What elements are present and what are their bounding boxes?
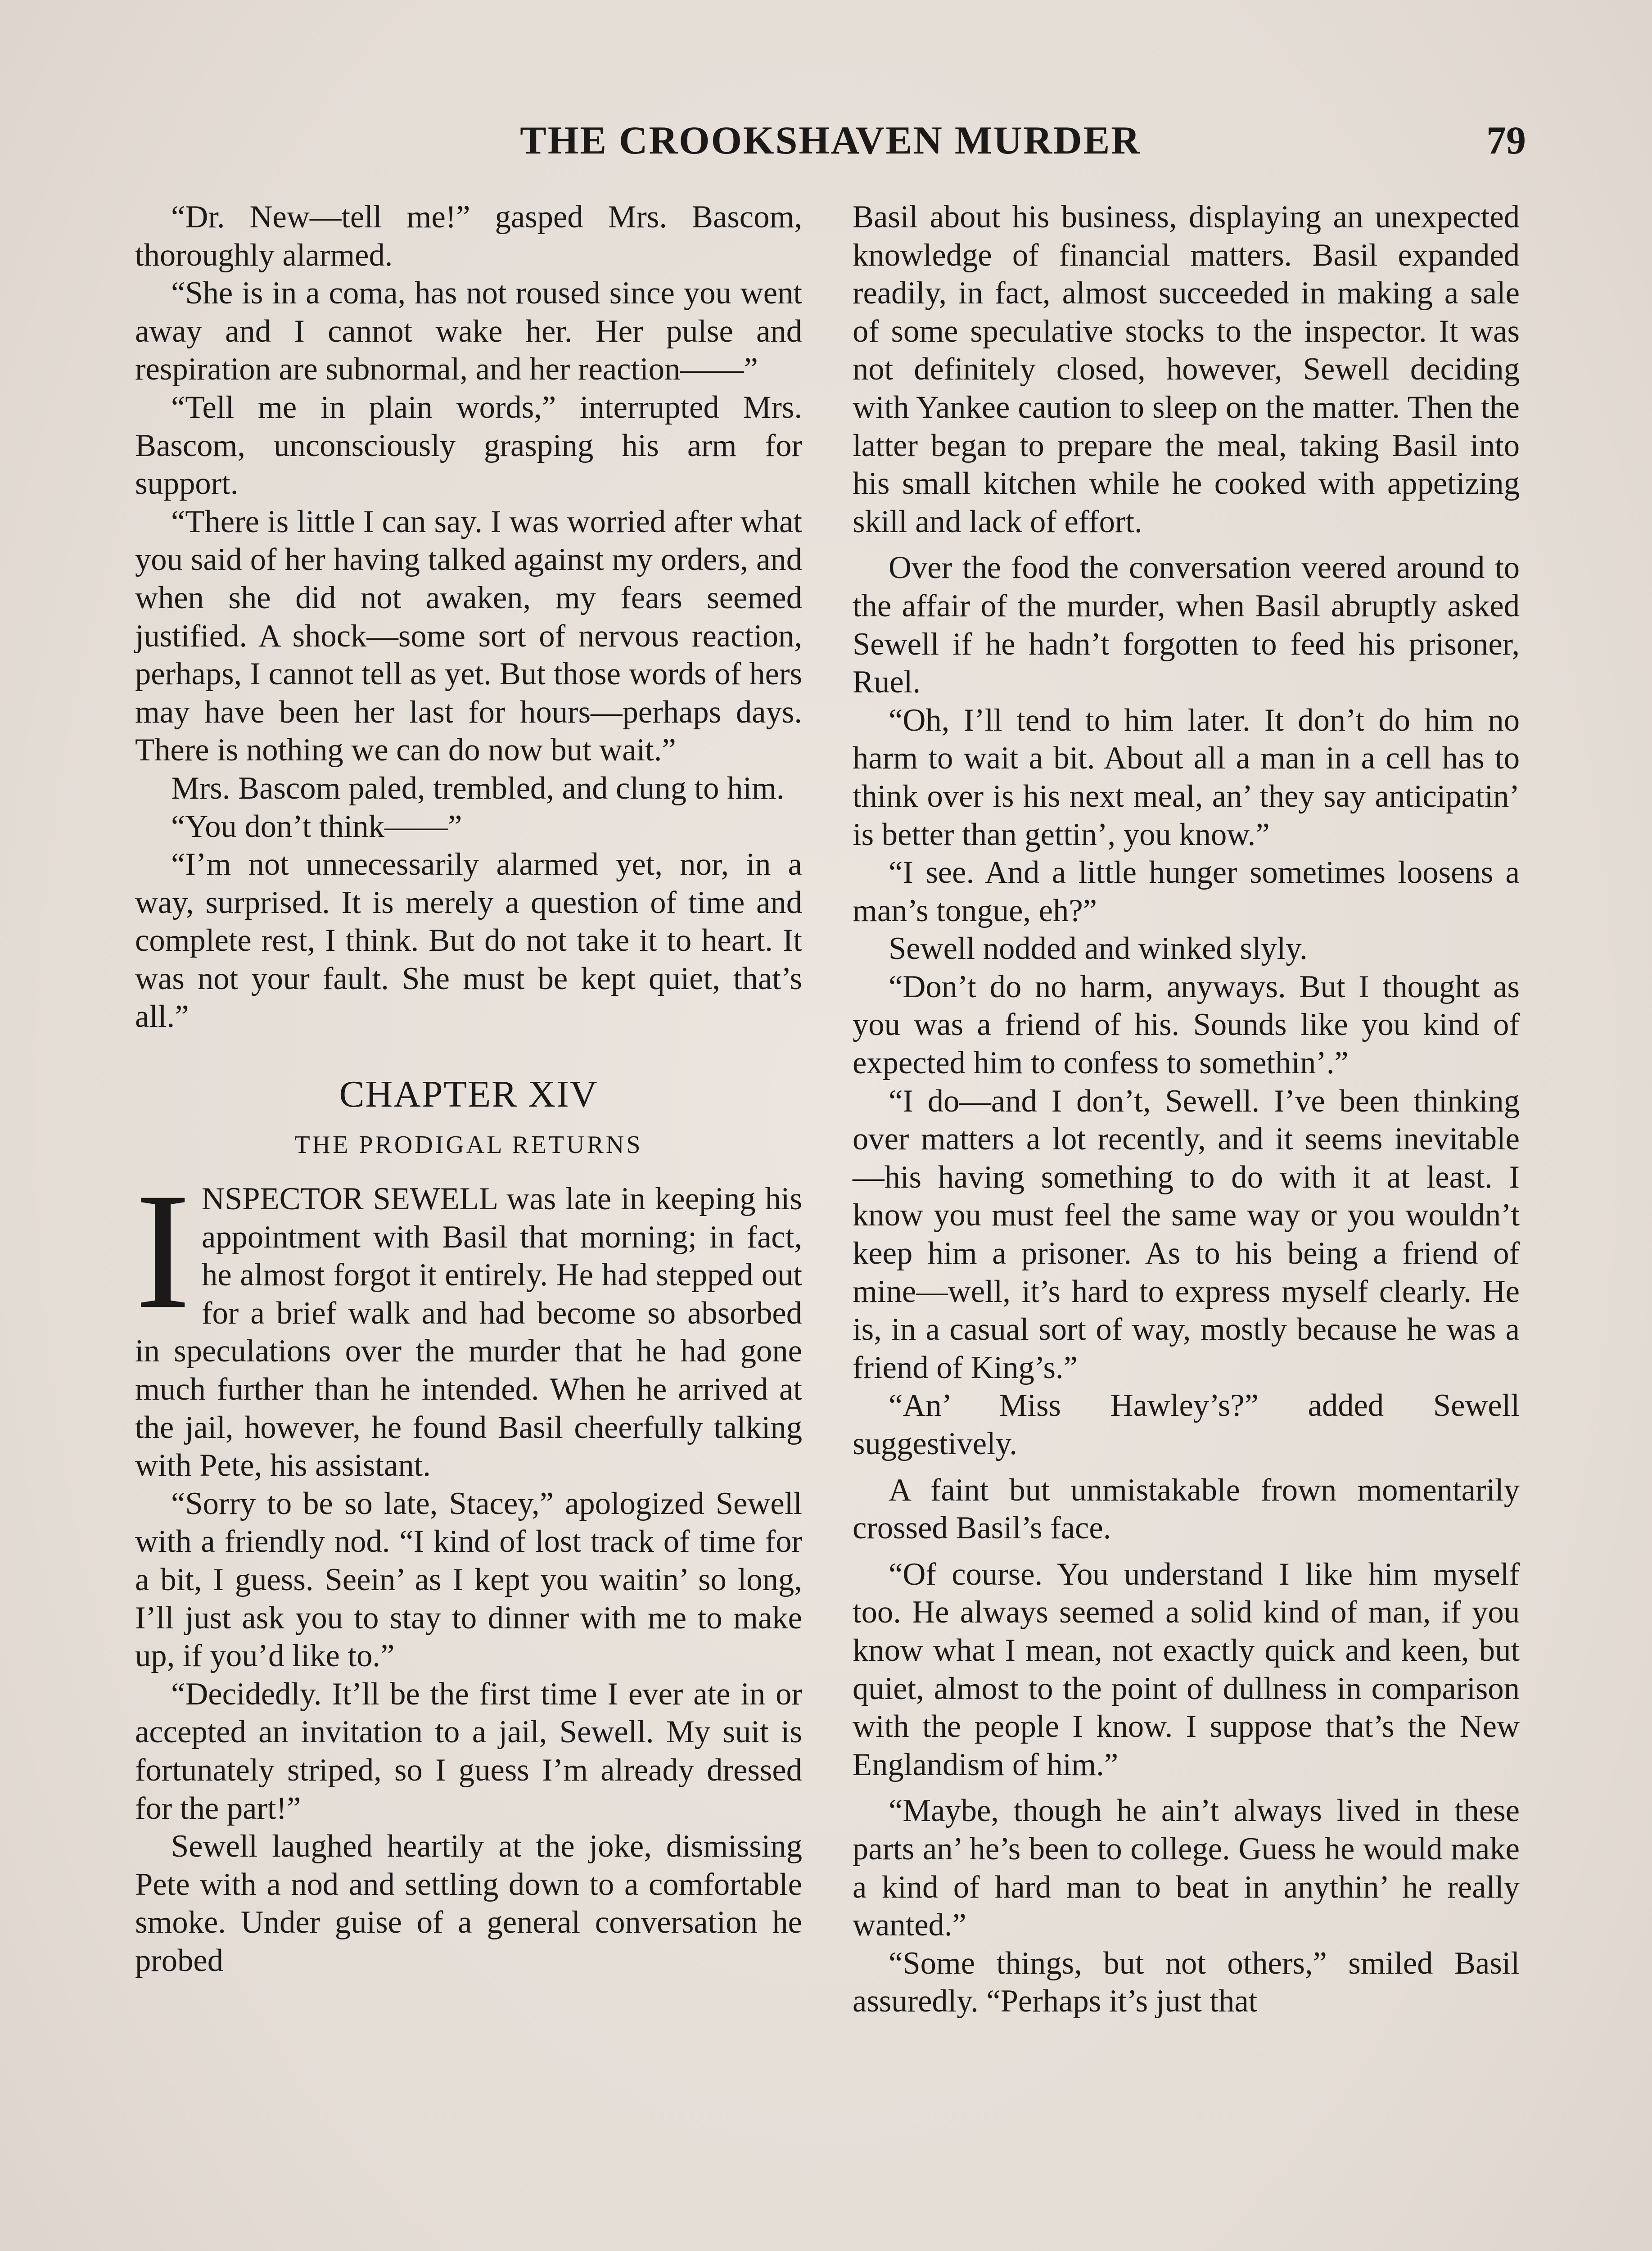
paragraph: “She is in a coma, has not roused since you went away and I cannot wake her. Her pulse and respiration are subnormal, and her reaction——” xyxy=(135,276,802,387)
paragraph: “I do—and I don’t, Sewell. I’ve been thinking over matters a lot recently, and it seems inevitable—his having something to do with it at least. I know you must feel the same way or you wouldn’t keep him a prisoner. As to his being a friend of mine—well, it’s hard to express myself clearly. He is, in a casual sort of way, mostly because he was a friend of King’s.” xyxy=(853,1083,1520,1385)
opening-paragraph: NSPECTOR SEWELL was late in keeping his appointment with Basil that morning; in fact, he almost forgot it entirely. He had stepped out for a brief walk and had become so absorbed in speculations over the murder that he had gone much further than he intended. When he arrived at the jail, however, he found Basil cheerfully talking with Pete, his assistant. xyxy=(135,1181,802,1483)
paragraph: “An’ Miss Hawley’s?” added Sewell suggestively. xyxy=(853,1388,1520,1461)
paragraph: Sewell laughed heartily at the joke, dismissing Pete with a nod and settling down to a comfortable smoke. Under guise of a general conversation he probed xyxy=(135,1829,802,1978)
paragraph: “You don’t think——” xyxy=(171,809,462,844)
drop-cap: I xyxy=(135,1159,191,1344)
paragraph: “Dr. New—tell me!” gasped Mrs. Bascom, thoroughly alarmed. xyxy=(135,199,802,273)
paragraph: “Oh, I’ll tend to him later. It don’t do him no harm to wait a bit. About all a man in a cell has to think over is his next meal, an’ they say anticipatin’ is better than gettin’, you know.” xyxy=(853,702,1520,852)
paragraph: “I see. And a little hunger sometimes loosens a man’s tongue, eh?” xyxy=(853,855,1520,928)
paragraph: Mrs. Bascom paled, trembled, and clung to him. xyxy=(171,770,785,806)
paragraph: Over the food the conversation veered around to the affair of the murder, when Basil abruptly asked Sewell if he hadn’t forgotten to feed his prisoner, Ruel. xyxy=(853,550,1520,700)
paragraph: Sewell nodded and winked slyly. xyxy=(889,931,1308,967)
running-head xyxy=(135,118,1526,172)
paragraph: “Don’t do no harm, anyways. But I thought as you was a friend of his. Sounds like you kind of expected him to confess to somethin’.” xyxy=(853,969,1520,1081)
chapter-heading: CHAPTER XIV xyxy=(339,1073,598,1116)
paragraph: “Of course. You understand I like him myself too. He always seemed a solid kind of man, if you know what I mean, not exactly quick and keen, but quiet, almost to the point of dullness in comparison with the people I know. I suppose that’s the New Englandism of him.” xyxy=(853,1556,1520,1782)
paragraph: “There is little I can say. I was worried after what you said of her having talked against my orders, and when she did not awaken, my fears seemed justified. A shock—some sort of nervous reaction, perhaps, I cannot tell as yet. But those words of hers may have been her last for hours—perhaps days. There is nothing we can do now but wait.” xyxy=(135,504,802,768)
paragraph: “Tell me in plain words,” interrupted Mrs. Bascom, unconsciously grasping his arm for support. xyxy=(135,389,802,502)
running-title: THE CROOKSHAVEN MURDER xyxy=(520,119,1141,163)
page-number: 79 xyxy=(1486,119,1526,163)
paragraph: Basil about his business, displaying an unexpected knowledge of financial matters. Basil expanded readily, in fact, almost succeeded in making a sale of some speculative stocks to the inspector. It was not definitely closed, however, Sewell deciding with Yankee caution to sleep on the matter. Then the latter began to prepare the meal, taking Basil into his small kitchen while he cooked with appetizing skill and lack of effort. xyxy=(853,199,1520,539)
chapter-opening xyxy=(135,1159,802,1485)
paragraph: A faint but unmistakable frown momentarily crossed Basil’s face. xyxy=(853,1472,1520,1546)
paragraph: “Maybe, though he ain’t always lived in these parts an’ he’s been to college. Guess he would make a kind of hard man to beat in anythin’ he really wanted.” xyxy=(853,1793,1520,1943)
left-column xyxy=(135,198,802,1980)
right-column xyxy=(853,198,1520,2020)
paragraph: “I’m not unnecessarily alarmed yet, nor, in a way, surprised. It is merely a question of time and complete rest, I think. But do not take it to heart. It was not your fault. She must be kept quiet, that’s all.” xyxy=(135,847,802,1035)
paragraph: “Decidedly. It’ll be the first time I ever ate in or accepted an invitation to a jail, Sewell. My suit is fortunately striped, so I guess I’m already dressed for the part!” xyxy=(135,1676,802,1826)
paragraph: “Some things, but not others,” smiled Basil assuredly. “Perhaps it’s just that xyxy=(853,1945,1520,2019)
chapter-subtitle: THE PRODIGAL RETURNS xyxy=(294,1131,643,1159)
paragraph: “Sorry to be so late, Stacey,” apologized Sewell with a friendly nod. “I kind of lost track of time for a bit, I guess. Seein’ as I kept you waitin’ so long, I’ll just ask you to stay to dinner with me to make up, if you’d like to.” xyxy=(135,1486,802,1674)
